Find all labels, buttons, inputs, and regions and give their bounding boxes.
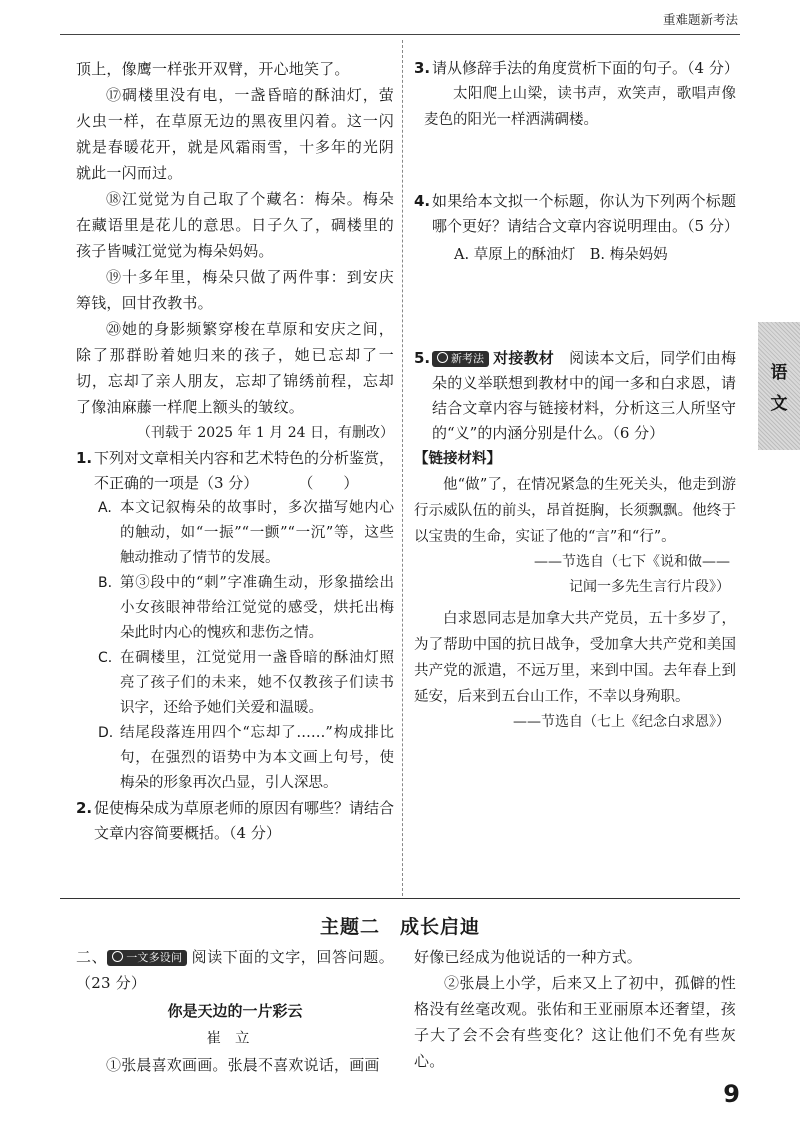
- badge-text: 新考法: [451, 352, 484, 365]
- option-b[interactable]: [76, 571, 394, 646]
- title-options: [414, 243, 736, 268]
- column-divider: [402, 40, 403, 896]
- question-5: [414, 346, 736, 446]
- source-note: （刊载于 2025 年 1 月 24 日，有删改）: [136, 425, 394, 441]
- material-excerpt: 白求恩同志是加拿大共产党员，五十多岁了，为了帮助中国的抗日战争，受加拿大共产党和美国共产党的派遣，不远万里，来到中国。去年春上到延安，后来到五台山工作，不幸以身殉职。: [414, 611, 736, 705]
- story-paragraph: ⑱江觉觉为自己取了个藏名：梅朵。梅朵在藏语里是花儿的意思。日子久了，碉楼里的孩子皆喊江觉觉为梅朵妈妈。: [76, 190, 394, 260]
- question-number: 5.: [414, 349, 431, 367]
- quoted-sentence: 太阳爬上山梁，读书声，欢笑声，歌唱声像麦色的阳光一样洒满碉楼。: [424, 86, 736, 128]
- answer-blank[interactable]: （ ）: [298, 474, 359, 492]
- article-paragraph: ②张晨上小学，后来又上了初中，孤僻的性格没有丝毫改观。张佑和王亚丽原本还奢望，孩子大了会不会有些变化？这让他们不免有些灰心。: [414, 974, 736, 1070]
- story-paragraph: 顶上，像鹰一样张开双臂，开心地笑了。: [76, 60, 350, 78]
- section-left-column: [76, 944, 394, 1078]
- material-excerpt: 他“做”了，在情况紧急的生死关头，他走到游行示威队伍的前头，昂首挺胸，长须飘飘。他终于以宝贵的生命，实证了他的“言”和“行”。: [414, 477, 736, 545]
- question-text: 阅读本文后，同学们由梅朵的义举联想到教材中的闻一多和白求恩，请结合文章内容与链接材料，分析这三人所坚守的“义”的内涵分别是什么。（6 分）: [432, 349, 736, 442]
- option-text: 第③段中的“刺”字准确生动，形象描绘出小女孩眼神带给江觉觉的感受，烘托出梅朵此时内心的愧疚和悲伤之情。: [120, 575, 394, 641]
- question-number: 2.: [76, 799, 93, 817]
- badge-text: 一文多设问: [126, 951, 183, 964]
- subject-tab-char: 语: [770, 363, 788, 383]
- option-c[interactable]: [76, 646, 394, 721]
- option-text: 在碉楼里，江觉觉用一盏昏暗的酥油灯照亮了孩子们的未来，她不仅教孩子们读书识字，还给予她们关爱和温暖。: [120, 650, 394, 716]
- badge-icon: [112, 951, 123, 962]
- option-label: B.: [98, 575, 113, 591]
- question-text: 促使梅朵成为草原老师的原因有哪些？请结合文章内容简要概括。（4 分）: [94, 799, 395, 842]
- option-label: D.: [98, 725, 114, 741]
- question-2: [76, 796, 394, 846]
- option-text: 结尾段落连用四个“忘却了……”构成排比句，在强烈的语势中为本文画上句号，使梅朵的形象再次凸显，引人深思。: [120, 725, 394, 791]
- material-source: 记闻一多先生言行片段》）: [569, 579, 730, 595]
- material-source: ——节选自（七下《说和做——: [534, 554, 730, 570]
- question-stem: 下列对文章相关内容和艺术特色的分析鉴赏，不正确的一项是（3 分）: [94, 449, 395, 492]
- option-text: 本文记叙梅朵的故事时，多次描写她内心的触动，如“一振”“一颤”“一沉”等，这些触动推动了情节的发展。: [120, 500, 394, 566]
- option-label: A.: [98, 500, 112, 516]
- title-option-b[interactable]: B. 梅朵妈妈: [589, 247, 668, 263]
- section-instruction: 阅读下面的文字，回答问题。（23 分）: [76, 948, 394, 992]
- question-3: [414, 56, 739, 81]
- header-label: 重难题新考法: [662, 12, 738, 27]
- page-number: 9: [723, 1080, 740, 1108]
- subject-tab: [758, 322, 800, 450]
- option-a[interactable]: [76, 496, 394, 571]
- badge-icon: [437, 352, 448, 363]
- question-number: 4.: [414, 192, 431, 210]
- article-paragraph: 好像已经成为他说话的一种方式。: [414, 948, 643, 966]
- question-4: [414, 189, 739, 239]
- section-rule: [60, 898, 740, 899]
- subject-tab-char: 文: [770, 394, 788, 414]
- story-paragraph: ⑰碉楼里没有电，一盏昏暗的酥油灯，萤火虫一样，在草原无边的黑夜里闪着。这一闪就是春暖花开，就是风霜雨雪，十多年的光阴就此一闪而过。: [76, 86, 394, 182]
- option-d[interactable]: [76, 721, 394, 796]
- section-question: [76, 944, 394, 996]
- left-column: [76, 56, 394, 846]
- story-paragraph: ⑳她的身影频繁穿梭在草原和安庆之间，除了那群盼着她归来的孩子，她已忘却了一切，忘却了亲人朋友，忘却了锦绣前程，忘却了像油麻藤一样爬上额头的皱纹。: [76, 320, 394, 416]
- header-rule: [60, 34, 740, 35]
- story-paragraph: ⑲十多年里，梅朵只做了两件事：到安庆筹钱，回甘孜教书。: [76, 268, 394, 312]
- option-label: C.: [98, 650, 113, 666]
- material-source: ——节选自（七上《纪念白求恩》）: [513, 714, 730, 730]
- question-1: [76, 446, 394, 496]
- multi-question-badge: [107, 950, 187, 966]
- article-author: 崔立: [206, 1031, 264, 1047]
- title-option-a[interactable]: A. 草原上的酥油灯: [454, 247, 576, 263]
- right-column: [414, 56, 739, 735]
- new-method-badge: [432, 351, 489, 367]
- section-theme: 主题二 成长启迪: [319, 916, 480, 938]
- article-title: 你是天边的一片彩云: [167, 1002, 303, 1020]
- question-text: 如果给本文拟一个标题，你认为下列两个标题哪个更好？请结合文章内容说明理由。（5 分）: [432, 192, 739, 235]
- question-number: 1.: [76, 449, 93, 467]
- material-heading: 【链接材料】: [414, 451, 501, 467]
- question-text: 请从修辞手法的角度赏析下面的句子。（4 分）: [432, 59, 739, 77]
- section-right-column: [414, 944, 736, 1074]
- article-paragraph: ①张晨喜欢画画。张晨不喜欢说话，画画: [106, 1056, 380, 1074]
- question-number: 3.: [414, 59, 431, 77]
- textbook-link-label: 对接教材: [493, 349, 554, 367]
- section-question-prefix: 二、: [76, 948, 108, 966]
